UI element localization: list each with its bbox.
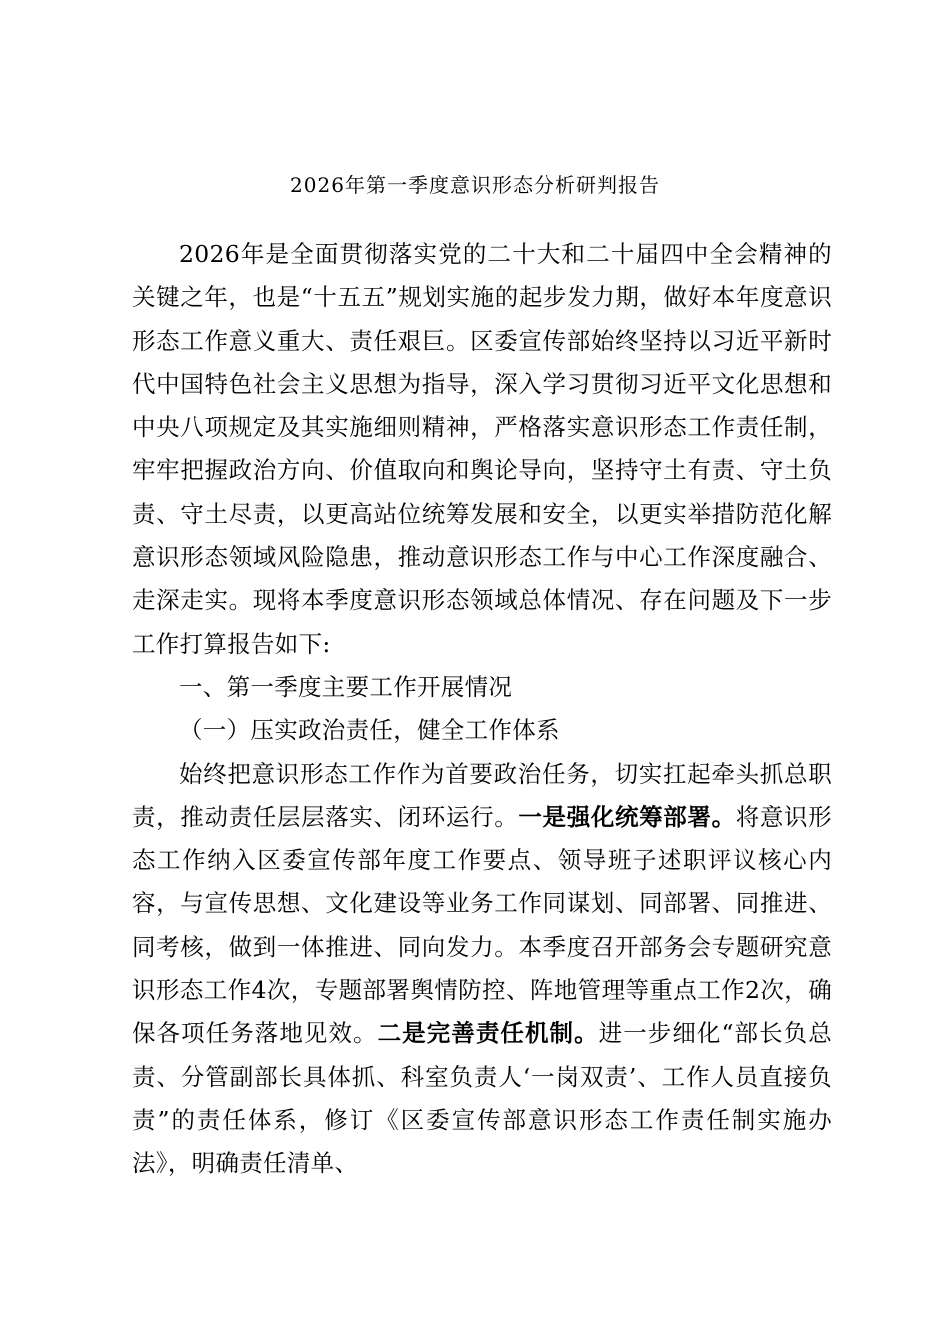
document-body [132, 233, 832, 1186]
body-paragraph [132, 753, 832, 1186]
intro-paragraph: 2026年是全面贯彻落实党的二十大和二十届四中全会精神的关键之年，也是“十五五”规划实施的起步发力期，做好本年度意识形态工作意义重大、责任艰巨。区委宣传部始终坚持以习近平新时代中国特色社会主义思想为指导，深入学习贯彻习近平文化思想和中央八项规定及其实施细则精神，严格落实意识形态工作责任制，牢牢把握政治方向、价值取向和舆论导向，坚持守土有责、守土负责、守土尽责，以更高站位统筹发展和安全，以更实举措防范化解意识形态领域风险隐患，推动意识形态工作与中心工作深度融合、走深走实。现将本季度意识形态领域总体情况、存在问题及下一步工作打算报告如下: [132, 240, 832, 658]
point-one-text: 将意识形态工作纳入区委宣传部年度工作要点、领导班子述职评议核心内容，与宣传思想、文化建设等业务工作同谋划、同部署、同推进、同考核，做到一体推进、同向发力。本季度召开部务会专题研究意识形态工作4次，专题部署舆情防控、阵地管理等重点工作2次，确保各项任务落地见效。 [132, 802, 832, 1048]
point-two-title: 二是完善责任机制。 [377, 1019, 599, 1048]
section-heading: 一、第一季度主要工作开展情况 [179, 672, 513, 701]
subsection-heading: （一）压实政治责任，健全工作体系 [179, 716, 560, 745]
point-one-title: 一是强化统筹部署。 [518, 802, 736, 831]
point-two-text: 进一步细化“部长负总责、分管副部长具体抓、科室负责人‘一岗双责’、工作人员直接负责”的责任体系，修订《区委宣传部意识形态工作责任制实施办法》，明确责任清单、 [132, 1019, 833, 1178]
paragraph-lead: 始终把意识形态工作作为首要政治任务，切实扛起牵头抓总职责，推动责任层层落实、闭环运行。 [132, 759, 832, 831]
document-title: 2026年第一季度意识形态分析研判报告 [290, 173, 660, 197]
